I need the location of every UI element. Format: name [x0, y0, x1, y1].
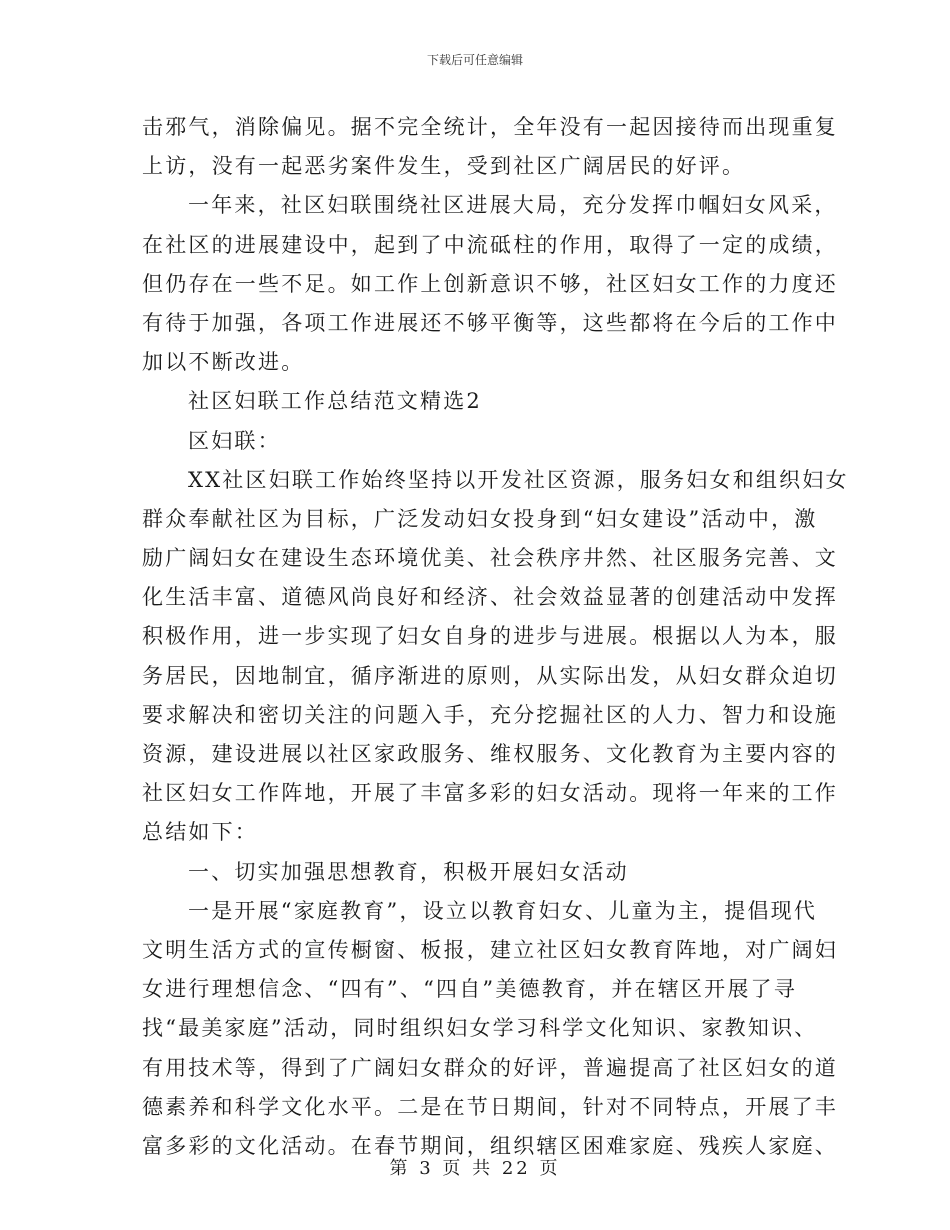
text-line: 在社区的进展建设中，起到了中流砥柱的作用，取得了一定的成绩，	[142, 232, 838, 257]
text-line: 有用技术等，得到了广阔妇女群众的好评，普遍提高了社区妇女的道	[142, 1055, 838, 1080]
text-line: 女进行理想信念、“四有”、“四自”美德教育，并在辖区开展了寻	[142, 977, 797, 1002]
document-body	[142, 108, 849, 1166]
text-line: 击邪气，消除偏见。据不完全统计，全年没有一起因接待而出现重复	[142, 115, 838, 139]
text-line: 有待于加强，各项工作进展还不够平衡等，这些都将在今后的工作中	[142, 310, 838, 335]
page-header: 下载后可任意编辑	[426, 53, 523, 67]
text-line: 资源，建设进展以社区家政服务、维权服务、文化教育为主要内容的	[142, 742, 838, 766]
text-line: 一是开展“家庭教育”，设立以教育妇女、儿童为主，提倡现代	[188, 898, 818, 923]
text-line: 群众奉献社区为目标，广泛发动妇女投身到“妇女建设”活动中，激	[142, 506, 818, 531]
text-line: 文明生活方式的宣传橱窗、板报，建立社区妇女教育阵地，对广阔妇	[142, 937, 838, 962]
section-title: 社区妇联工作总结范文精选2	[188, 389, 482, 414]
salutation: 区妇联：	[188, 428, 281, 453]
text-line: 积极作用，进一步实现了妇女自身的进步与进展。根据以人为本，服	[142, 624, 838, 649]
text-line: 德素养和科学文化水平。二是在节日期间，针对不同特点，开展了丰	[142, 1094, 838, 1119]
text-line: 社区妇女工作阵地，开展了丰富多彩的妇女活动。现将一年来的工作	[142, 781, 838, 806]
text-line: 化生活丰富、道德风尚良好和经济、社会效益显著的创建活动中发挥	[142, 585, 838, 610]
text-line: 要求解决和密切关注的问题入手，充分挖掘社区的人力、智力和设施	[142, 702, 838, 727]
text-line: 加以不断改进。	[142, 350, 305, 375]
text-line: 励广阔妇女在建设生态环境优美、社会秩序井然、社区服务完善、文	[142, 546, 838, 571]
subsection-heading: 一、切实加强思想教育，积极开展妇女活动	[188, 859, 629, 884]
text-line: 富多彩的文化活动。在春节期间，组织辖区困难家庭、残疾人家庭、	[142, 1133, 838, 1158]
text-line: XX社区妇联工作始终坚持以开发社区资源，服务妇女和组织妇女	[188, 467, 849, 492]
text-line: 务居民，因地制宜，循序渐进的原则，从实际出发，从妇女群众迫切	[142, 663, 838, 688]
text-line: 上访，没有一起恶劣案件发生，受到社区广阔居民的好评。	[142, 154, 746, 179]
page-footer: 第 3 页 共 22 页	[389, 1158, 561, 1179]
text-line: 一年来，社区妇联围绕社区进展大局，充分发挥巾帼妇女风采，	[188, 193, 838, 218]
text-line: 找“最美家庭”活动，同时组织妇女学习科学文化知识、家教知识、	[142, 1016, 818, 1041]
text-line: 但仍存在一些不足。如工作上创新意识不够，社区妇女工作的力度还	[142, 271, 838, 296]
text-line: 总结如下：	[142, 820, 258, 845]
